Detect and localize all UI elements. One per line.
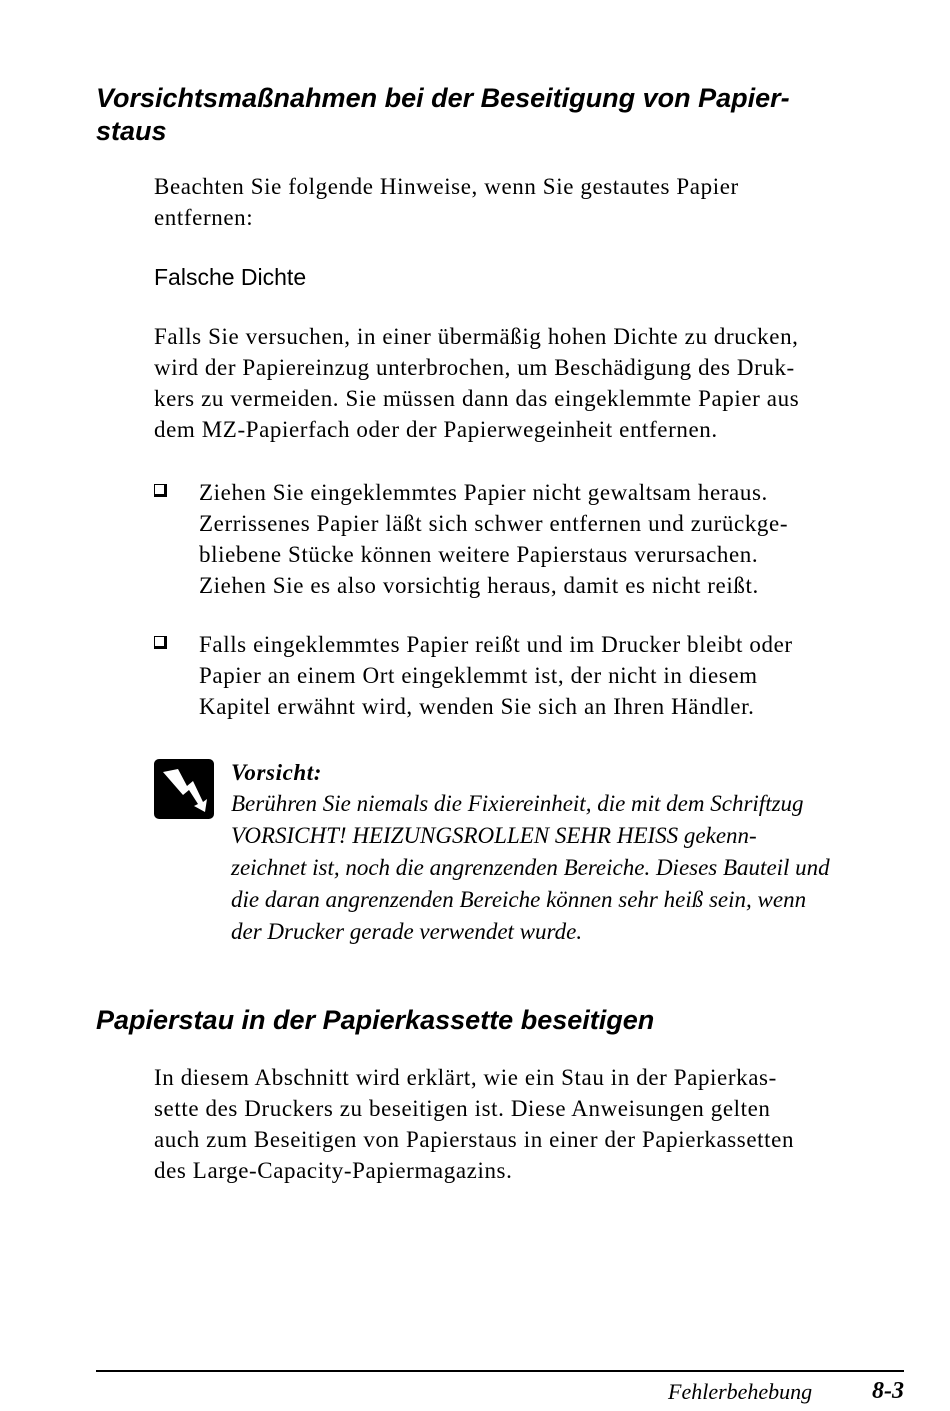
text-line: auch zum Beseitigen von Papierstaus in einer der Papierkassetten [154, 1127, 795, 1152]
footer-chapter-title: Fehlerbehebung [668, 1379, 813, 1404]
text-line: Falls Sie versuchen, in einer übermäßig hohen Dichte zu drucken, [154, 324, 799, 349]
footer-divider [96, 1370, 904, 1372]
text-line: Berühren Sie niemals die Fixiereinheit, die mit dem Schriftzug [231, 791, 804, 816]
text-line: sette des Druckers zu beseitigen ist. Diese Anweisungen gelten [154, 1096, 771, 1121]
footer-page-number: 8-3 [872, 1378, 904, 1404]
text-line: In diesem Abschnitt wird erklärt, wie ein Stau in der Papierkas- [154, 1065, 777, 1090]
section-heading-cassette-jam [96, 1004, 896, 1037]
text-line: der Drucker gerade verwendet wurde. [231, 919, 583, 944]
intro-paragraph [154, 171, 914, 233]
subheading-wrong-density: Falsche Dichte [154, 264, 307, 290]
density-paragraph [154, 321, 914, 445]
heading-line: Papierstau in der Papierkassette beseitigen [96, 1005, 655, 1035]
text-line: kers zu vermeiden. Sie müssen dann das eingeklemmte Papier aus [154, 386, 800, 411]
text-line: die daran angrenzenden Bereiche können sehr heiß sein, wenn [231, 887, 807, 912]
checkbox-bullet-icon [154, 484, 167, 497]
warning-lightning-icon [154, 759, 214, 819]
text-line: zeichnet ist, noch die angrenzenden Bereiche. Dieses Bauteil und [231, 855, 830, 880]
text-line: Zerrissenes Papier läßt sich schwer entfernen und zurückge- [199, 511, 789, 536]
text-line: des Large-Capacity-Papiermagazins. [154, 1158, 513, 1183]
text-line: Beachten Sie folgende Hinweise, wenn Sie gestautes Papier [154, 174, 739, 199]
caution-text [231, 788, 921, 948]
text-line: entfernen: [154, 205, 254, 230]
text-line: bliebene Stücke können weitere Papierstaus verursachen. [199, 542, 759, 567]
bullet-text [199, 477, 788, 601]
section-heading-paper-jam-precautions [96, 82, 896, 148]
text-line: dem MZ-Papierfach oder der Papierwegeinheit entfernen. [154, 417, 718, 442]
caution-title: Vorsicht: [231, 760, 323, 785]
text-line: wird der Papiereinzug unterbrochen, um Beschädigung des Druk- [154, 355, 795, 380]
heading-line: staus [96, 116, 167, 146]
text-line: VORSICHT! HEIZUNGSROLLEN SEHR HEISS gekenn- [231, 823, 757, 848]
bullet-text [199, 629, 793, 722]
text-line: Papier an einem Ort eingeklemmt ist, der nicht in diesem [199, 663, 758, 688]
heading-line: Vorsichtsmaßnahmen bei der Beseitigung von Papier- [96, 83, 790, 113]
checkbox-bullet-icon [154, 636, 167, 649]
cassette-paragraph [154, 1062, 914, 1186]
text-line: Falls eingeklemmtes Papier reißt und im Drucker bleibt oder [199, 632, 793, 657]
text-line: Ziehen Sie eingeklemmtes Papier nicht gewaltsam heraus. [199, 480, 768, 505]
text-line: Ziehen Sie es also vorsichtig heraus, damit es nicht reißt. [199, 573, 759, 598]
text-line: Kapitel erwähnt wird, wenden Sie sich an Ihren Händler. [199, 694, 755, 719]
